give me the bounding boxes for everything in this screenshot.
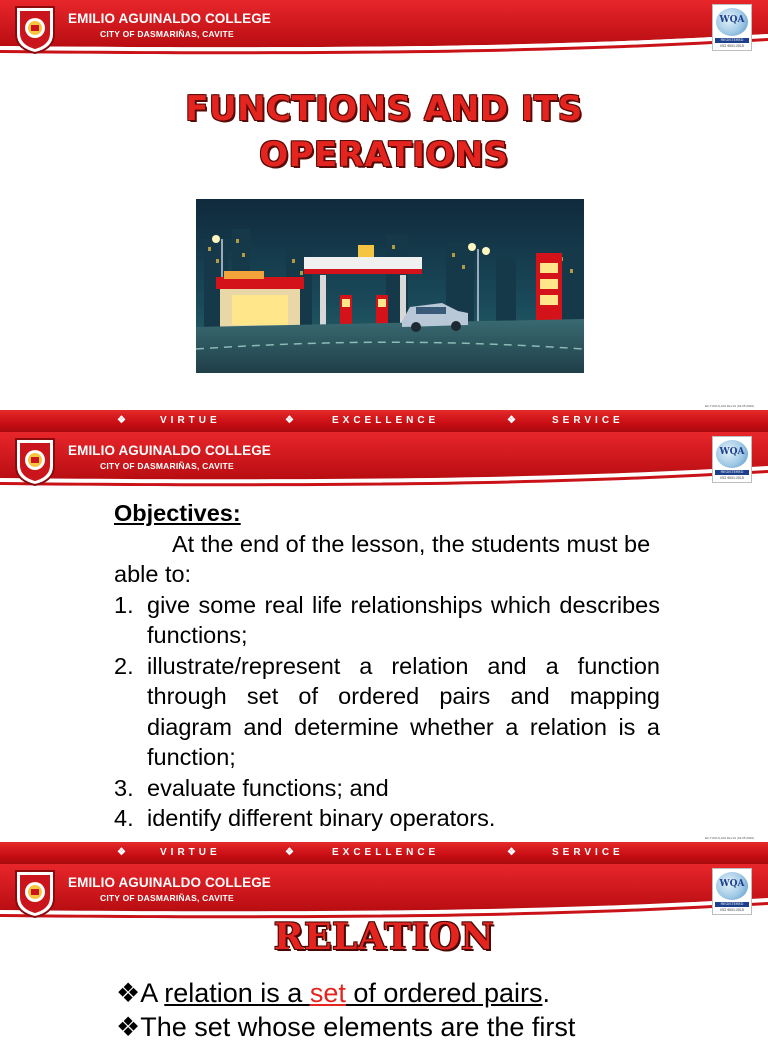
slide-relation: [0, 864, 768, 1042]
bullet-icon: ❖: [507, 415, 520, 426]
objective-number: 4.: [114, 805, 134, 831]
header-band: [0, 432, 768, 488]
objective-item: [114, 590, 660, 651]
wqa-certification-badge: [712, 436, 752, 483]
def-part-e: .: [542, 978, 550, 1008]
badge-registered: REGISTERED: [715, 902, 749, 907]
objective-number: 2.: [114, 652, 134, 679]
slide-title: [0, 0, 768, 432]
relation-title: RELATION: [273, 916, 495, 958]
badge-registered: REGISTERED: [715, 470, 749, 475]
value-excellence: EXCELLENCE: [332, 415, 440, 426]
relation-next-bullet: ❖The set whose elements are the first: [116, 1012, 576, 1042]
objective-text: identify different binary operators.: [147, 805, 496, 831]
objective-item: [114, 773, 660, 804]
bullet-icon: ❖: [117, 415, 130, 426]
bullet-icon: ❖: [507, 847, 520, 858]
college-city: CITY OF DASMARIÑAS, CAVITE: [100, 29, 234, 39]
document-code: EF-TOOLS-001 Rev.01 (03.05.2020): [705, 404, 754, 408]
college-name: EMILIO AGUINALDO COLLEGE: [68, 875, 271, 890]
value-service: SERVICE: [552, 847, 624, 858]
college-seal-icon: [12, 436, 58, 486]
value-virtue: VIRTUE: [160, 847, 221, 858]
college-name: EMILIO AGUINALDO COLLEGE: [68, 443, 271, 458]
bullet-icon: ❖: [117, 847, 130, 858]
relation-definition: [116, 978, 550, 1009]
objectives-intro: At the end of the lesson, the students must be able to:: [114, 530, 651, 587]
badge-text: WQA: [719, 15, 745, 25]
bullet-icon: ❖: [285, 415, 298, 426]
slide-title-text: [0, 86, 768, 178]
objectives-heading: Objectives:: [114, 500, 241, 526]
wqa-certification-badge: [712, 868, 752, 915]
wqa-certification-badge: [712, 4, 752, 51]
objective-number: 3.: [114, 774, 134, 801]
document-code: EF-TOOLS-001 Rev.01 (03.05.2020): [705, 836, 754, 840]
objective-text: illustrate/represent a relation and a function through set of ordered pairs and mapping diagram and determine whether a relation is a function;: [147, 652, 660, 770]
slide-header: [0, 0, 768, 56]
gas-station-night-illustration: [196, 199, 584, 373]
def-part-a: A: [140, 978, 165, 1008]
slide-footer: [0, 404, 768, 432]
objective-text: give some real life relationships which describes functions;: [147, 591, 660, 648]
objectives-list: [114, 590, 660, 834]
badge-text: WQA: [719, 879, 745, 889]
objective-item: [114, 651, 660, 773]
college-seal-icon: [12, 4, 58, 54]
badge-registered: REGISTERED: [715, 38, 749, 43]
objective-number: 1.: [114, 591, 134, 618]
value-virtue: VIRTUE: [160, 415, 221, 426]
college-city: CITY OF DASMARIÑAS, CAVITE: [100, 893, 234, 903]
slide-objectives: [0, 432, 768, 864]
footer-values: [0, 410, 768, 432]
bullet-icon: ❖: [116, 978, 141, 1008]
badge-iso: ISO 9001:2015: [720, 476, 744, 480]
college-seal-icon: [12, 868, 58, 918]
college-city: CITY OF DASMARIÑAS, CAVITE: [100, 461, 234, 471]
objectives-block: [114, 498, 660, 834]
slide-header: [0, 864, 768, 920]
value-service: SERVICE: [552, 415, 624, 426]
value-excellence: EXCELLENCE: [332, 847, 440, 858]
slide-header: [0, 432, 768, 488]
college-name: EMILIO AGUINALDO COLLEGE: [68, 11, 271, 26]
def-part-d: of ordered pairs: [345, 978, 543, 1008]
objective-item: [114, 803, 660, 834]
badge-iso: ISO 9001:2015: [720, 44, 744, 48]
badge-text: WQA: [719, 447, 745, 457]
badge-iso: ISO 9001:2015: [720, 908, 744, 912]
bullet-icon: ❖: [285, 847, 298, 858]
footer-values: [0, 842, 768, 864]
header-band: [0, 0, 768, 56]
title-line-2: OPERATIONS: [259, 135, 509, 175]
def-part-b: relation is a: [164, 978, 310, 1008]
title-line-1: FUNCTIONS AND ITS: [185, 89, 583, 129]
objective-text: evaluate functions; and: [147, 774, 389, 801]
header-band: [0, 864, 768, 920]
slide-footer: [0, 836, 768, 864]
def-keyword-set: set: [309, 978, 346, 1008]
